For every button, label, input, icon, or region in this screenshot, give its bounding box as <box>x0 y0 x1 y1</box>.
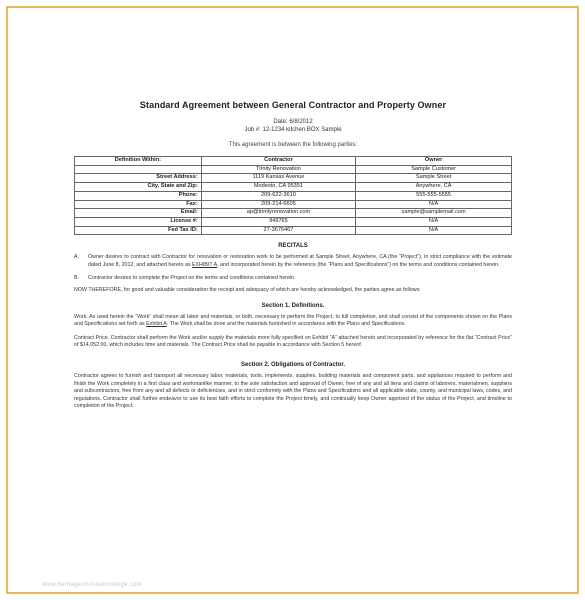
contractor-value: 1119 Kansas Avenue <box>201 174 355 183</box>
work-definition-part-2: . The Work shall be done and the materials furnished in accordance with the Plans and Specifications. <box>166 321 406 328</box>
row-label: Fax: <box>75 200 202 209</box>
row-label: City, State and Zip: <box>75 183 202 192</box>
row-label: Street Address: <box>75 174 202 183</box>
owner-name: Sample Customer <box>356 165 512 174</box>
table-row <box>75 217 512 226</box>
date-line: Date: 6/8/2012 <box>273 119 313 125</box>
section-2-heading: Section 2. Obligations of Contractor. <box>240 362 345 369</box>
section-1-heading: Section 1. Definitions. <box>261 302 325 309</box>
row-label: License #: <box>75 217 202 226</box>
contract-price-paragraph: Contract Price. Contractor shall perform the Work and/or supply the materials more fully specified on Exhibit “A” attached hereto and incorporated by reference for the flat “Contract Price” of $14,052.00, which includes time and materials. The Contract Price shall be payable in accordance with Section 5 hereof. <box>74 334 512 349</box>
table-row <box>75 200 512 209</box>
header-contractor: Contractor <box>201 157 355 166</box>
recitals-heading: RECITALS <box>278 243 308 250</box>
intro-text: This agreement is between the following parties: <box>228 142 358 148</box>
recital-a <box>74 254 512 269</box>
contractor-name: Trinity Renovation <box>201 165 355 174</box>
contractor-value: 209-622-3610 <box>201 191 355 200</box>
exhibit-a-reference: EXHIBIT A <box>191 261 218 268</box>
recital-b-text: Contractor desires to complete the Project on the terms and conditions contained herein. <box>88 274 296 281</box>
table-row <box>75 209 512 218</box>
section-2-paragraph: Contractor agrees to furnish and transport all necessary labor, materials, tools, implements, supplies, building materials and component parts, and appliances required to perform and finish the Work completely in a first class and workmanlike manner, to the sole satisfaction and approval of Owner, free of any and all liens and claims of laborers, materialmen, suppliers and subcontractors, free from any and all defects or deficiencies, and in strict conformity with the Plans and Specifications and all applicable state, county, and municipal laws, codes, and regulations. Contractor shall further endeavor to use its best faith efforts to complete the Project timely, and continually keep Owner apprised of the status of the Project, and timeline to completion of the Project. <box>74 373 512 410</box>
work-definition-paragraph <box>74 314 512 329</box>
recital-b-letter: B. <box>74 274 80 281</box>
row-label <box>75 165 202 174</box>
owner-value: Anywhere, CA <box>356 183 512 192</box>
contractor-value: ap@trinityrenovation.com <box>201 209 355 218</box>
contractor-value: Modesto, CA 95351 <box>201 183 355 192</box>
table-row <box>75 191 512 200</box>
recital-b <box>74 275 512 283</box>
owner-value: Sample Street <box>356 174 512 183</box>
table-row <box>75 174 512 183</box>
recital-a-part-1: Owner desires to contract with Contractor for renovation or restoration work to be performed at Sample Street, Anywhere, CA (the “Project”), in strict compliance with the estimate dated June 8, 2012, and attached hereto as <box>88 254 512 268</box>
watermark-text: www.heritagechristiancollege.com <box>42 582 142 588</box>
header-definition: Definition Within: <box>75 157 202 166</box>
contractor-value: 27-3676467 <box>201 226 355 235</box>
owner-value: N/A <box>356 217 512 226</box>
job-line: Job #: 12-1234 kitchen BOX Sample <box>244 127 342 133</box>
row-label: Fed Tax ID: <box>75 226 202 235</box>
exhibit-a-link-text: Exhibit A <box>146 321 167 328</box>
owner-value: N/A <box>356 226 512 235</box>
recital-a-part-2: , and incorporated herein by the reference (the “Plans and Specifications”) on the terms and conditions contained herein. <box>217 261 500 268</box>
table-row <box>75 183 512 192</box>
recital-a-letter: A. <box>74 254 80 261</box>
now-therefore-paragraph: NOW THEREFORE, for good and valuable consideration the receipt and adequacy of which are hereby acknowledged, the parties agree as follows: <box>74 287 421 294</box>
owner-value: sample@samplemail.com <box>356 209 512 218</box>
table-row <box>75 165 512 174</box>
owner-value: 555-555-5555 <box>356 191 512 200</box>
document-title: Standard Agreement between General Contractor and Property Owner <box>139 100 447 110</box>
header-owner: Owner <box>356 157 512 166</box>
agreement-document <box>74 100 512 411</box>
contractor-value: 949765 <box>201 217 355 226</box>
contractor-value: 209-214-6605 <box>201 200 355 209</box>
row-label: Phone: <box>75 191 202 200</box>
row-label: Email: <box>75 209 202 218</box>
recital-a-text <box>88 254 512 269</box>
work-definition-part-1: Work. As used herein the “Work” shall mean all labor and materials, or both, necessary to perform the Project, to full completion, and shall consist of the components shown on the Plans and Specifications set forth as <box>74 313 512 328</box>
table-row <box>75 226 512 235</box>
parties-table <box>74 156 512 235</box>
owner-value: N/A <box>356 200 512 209</box>
table-header-row <box>75 157 512 166</box>
